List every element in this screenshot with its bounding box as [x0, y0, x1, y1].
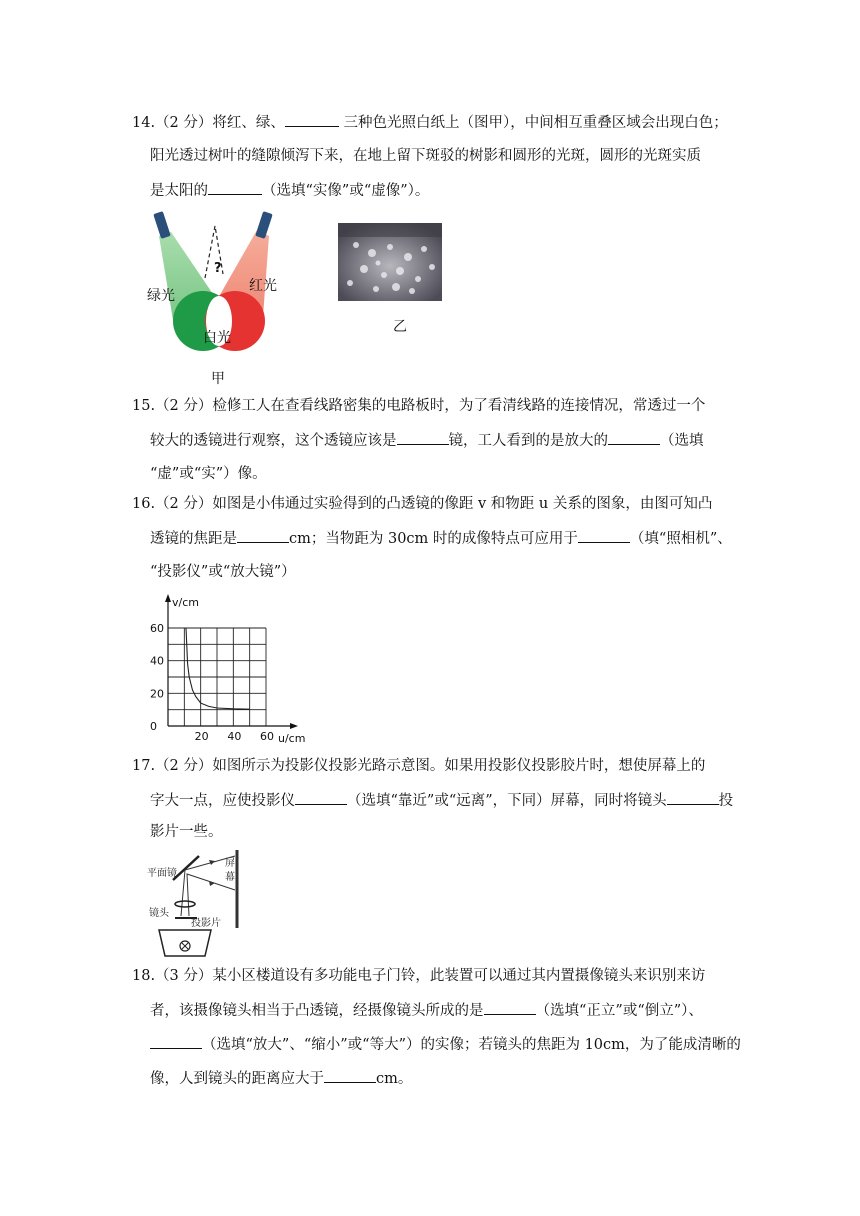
- y-axis-label: v/cm: [172, 596, 199, 609]
- q14-line-1: 14.（2 分）将红、绿、 三种色光照白纸上（图甲），中间相互重叠区域会出现白色；: [132, 112, 728, 133]
- x-tick-label: 60: [260, 730, 274, 743]
- red-flashlight-icon: [255, 211, 273, 239]
- chart-grid: [168, 628, 266, 726]
- q18-line-4: 像，人到镜头的距离应大于 cm。: [150, 1068, 412, 1089]
- v-u-graph: [140, 590, 320, 745]
- white-light-label: 白光: [203, 330, 231, 346]
- y-axis-arrow-icon: [165, 594, 171, 602]
- lens-label: 镜头: [149, 908, 169, 919]
- q16-line-3: “投影仪”或“放大镜”）: [150, 564, 296, 580]
- green-flashlight-icon: [153, 211, 171, 239]
- x-axis-label: u/cm: [278, 732, 306, 745]
- y-tick-label: 60: [150, 622, 164, 635]
- answer-blank[interactable]: [397, 430, 449, 445]
- q15-line-2: 较大的透镜进行观察，这个透镜应该是 镜，工人看到的是放大的 （选填: [150, 430, 704, 451]
- answer-blank[interactable]: [608, 430, 660, 445]
- figure-jia-caption: 甲: [211, 371, 225, 387]
- lamp-housing: [159, 930, 211, 956]
- lens: [175, 901, 195, 907]
- answer-blank[interactable]: [295, 790, 347, 805]
- q16-line-2: 透镜的焦距是 cm；当物距为 30cm 时的成像特点可应用于 （填“照相机”、: [150, 528, 732, 549]
- y-tick-label: 0: [150, 720, 157, 733]
- red-light-label: 红光: [249, 278, 277, 294]
- screen-label-2: 幕: [225, 872, 235, 883]
- screen-label-1: 屏: [225, 858, 235, 869]
- chart-ticks: [150, 622, 274, 743]
- q18-line-1: 18.（3 分）某小区楼道设有多功能电子门铃，此装置可以通过其内置摄像镜头来识别来访: [132, 968, 706, 984]
- projector-diagram: [145, 848, 255, 960]
- q16-line-1: 16.（2 分）如图是小伟通过实验得到的凸透镜的像距 v 和物距 u 关系的图象，由图可知凸: [132, 496, 713, 512]
- answer-blank[interactable]: [237, 528, 289, 543]
- answer-blank[interactable]: [667, 790, 719, 805]
- y-tick-label: 20: [150, 687, 164, 701]
- q17-line-1: 17.（2 分）如图所示为投影仪投影光路示意图。如果用投影仪投影胶片时，想使屏幕上的: [132, 758, 706, 774]
- q14-line-3: 是太阳的 （选填“实像”或“虚像”）。: [150, 180, 429, 201]
- figure-yi-photo: [338, 223, 442, 301]
- q18-line-2: 者，该摄像镜头相当于凸透镜，经摄像镜头所成的是 （选填“正立”或“倒立”）、: [150, 1000, 703, 1021]
- mirror-label: 平面镜: [147, 868, 177, 879]
- answer-blank[interactable]: [150, 1034, 202, 1049]
- answer-blank[interactable]: [578, 528, 630, 543]
- answer-blank[interactable]: [285, 112, 339, 127]
- answer-blank[interactable]: [484, 1000, 536, 1015]
- y-tick-label: 40: [150, 654, 164, 668]
- x-axis-arrow-icon: [290, 723, 298, 729]
- figure-yi-caption: 乙: [393, 319, 407, 335]
- q15-line-1: 15.（2 分）检修工人在查看线路密集的电路板时，为了看清线路的连接情况，常透过一个: [132, 398, 706, 414]
- figure-jia-color-mixing: [145, 208, 285, 353]
- q17-line-2: 字大一点，应使投影仪 （选填“靠近”或“远离”，下同）屏幕，同时将镜头 投: [150, 790, 733, 811]
- answer-blank[interactable]: [324, 1068, 376, 1083]
- x-tick-label: 20: [194, 730, 209, 743]
- q15-line-3: “虚”或“实”）像。: [150, 466, 267, 482]
- answer-blank[interactable]: [208, 180, 262, 195]
- question-mark: ?: [214, 261, 222, 276]
- v-u-curve: [186, 628, 250, 709]
- slide-label: 投影片: [191, 918, 221, 929]
- q14-line-2: 阳光透过树叶的缝隙倾泻下来，在地上留下斑驳的树影和圆形的光斑，圆形的光斑实质: [150, 148, 701, 164]
- q17-line-3: 影片一些。: [150, 824, 223, 840]
- x-tick-label: 40: [227, 730, 242, 743]
- q18-line-3: （选填“放大”、“缩小”或“等大”）的实像；若镜头的焦距为 10cm，为了能成清晰的: [150, 1034, 741, 1055]
- green-light-label: 绿光: [147, 288, 175, 304]
